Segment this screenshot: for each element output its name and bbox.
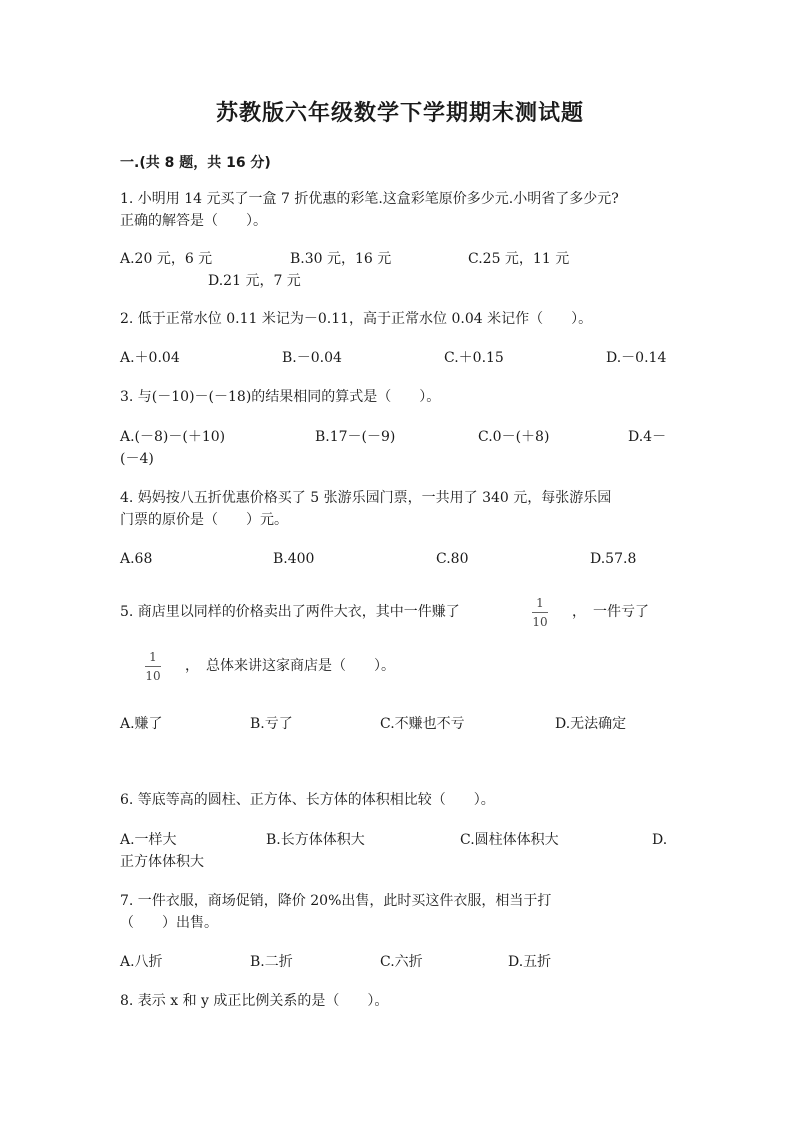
q7-option-b: B.二折 (250, 954, 293, 970)
question-4-text-cont: 门票的原价是（ ）元。 (120, 512, 288, 528)
q5-option-a: A.赚了 (120, 716, 163, 732)
q1-option-c: C.25 元，11 元 (468, 251, 570, 267)
question-3-text: 3. 与(－10)－(－18)的结果相同的算式是（ ）。 (120, 389, 441, 405)
q7-option-c: C.六折 (380, 954, 423, 970)
question-2-text: 2. 低于正常水位 0.11 米记为－0.11，高于正常水位 0.04 米记作（ ）。 (120, 311, 593, 327)
q3-option-b: B.17－(－9) (315, 429, 396, 445)
question-4-text: 4. 妈妈按八五折优惠价格买了 5 张游乐园门票，一共用了 340 元，每张游乐园 (120, 490, 612, 506)
q6-option-a: A.一样大 (120, 832, 177, 848)
q5-option-b: B.亏了 (250, 716, 293, 732)
fraction-numerator: 1 (149, 650, 157, 664)
q5-option-d: D.无法确定 (555, 716, 627, 732)
q3-option-d-cont: (－4) (120, 451, 154, 467)
question-5-text: 5. 商店里以同样的价格卖出了两件大衣，其中一件赚了 (120, 604, 460, 620)
question-5-text-mid: ， 一件亏了 (572, 604, 649, 620)
section-heading: 一.(共 8 题，共 16 分) (120, 155, 271, 171)
question-1-text: 1. 小明用 14 元买了一盒 7 折优惠的彩笔.这盒彩笔原价多少元.小明省了多少元? (120, 191, 619, 207)
q3-option-a: A.(－8)－(＋10) (120, 429, 226, 445)
q6-option-d-cont: 正方体体积大 (120, 854, 204, 870)
q2-option-c: C.＋0.15 (444, 350, 504, 366)
q1-option-b: B.30 元，16 元 (290, 251, 392, 267)
q3-option-d: D.4－ (628, 429, 667, 445)
page-title: 苏教版六年级数学下学期期末测试题 (215, 101, 584, 126)
q4-option-c: C.80 (436, 551, 469, 567)
q1-option-d: D.21 元，7 元 (208, 273, 301, 289)
fraction-denominator: 10 (145, 669, 161, 683)
q1-option-a: A.20 元，6 元 (120, 251, 213, 267)
question-1-text-cont: 正确的解答是（ ）。 (120, 213, 267, 229)
q4-option-b: B.400 (273, 551, 315, 567)
q3-option-c: C.0－(＋8) (478, 429, 550, 445)
q2-option-d: D.－0.14 (606, 350, 667, 366)
q5-option-c: C.不赚也不亏 (380, 716, 465, 732)
fraction-bar (532, 612, 548, 613)
fraction-one-tenth (532, 596, 548, 629)
fraction-bar (145, 666, 161, 667)
q2-option-b: B.－0.04 (282, 350, 342, 366)
question-7-text-cont: （ ）出售。 (120, 915, 218, 931)
q7-option-a: A.八折 (120, 954, 163, 970)
q6-option-b: B.长方体体积大 (266, 832, 365, 848)
q4-option-a: A.68 (120, 551, 153, 567)
question-7-text: 7. 一件衣服，商场促销，降价 20%出售，此时买这件衣服，相当于打 (120, 893, 552, 909)
q7-option-d: D.五折 (508, 954, 552, 970)
q2-option-a: A.＋0.04 (120, 350, 180, 366)
q6-option-d: D. (652, 832, 668, 848)
fraction-numerator: 1 (536, 596, 544, 610)
q4-option-d: D.57.8 (590, 551, 637, 567)
fraction-one-tenth (145, 650, 161, 683)
question-6-text: 6. 等底等高的圆柱、正方体、长方体的体积相比较（ ）。 (120, 792, 495, 808)
question-5-text-cont: ， 总体来讲这家商店是（ ）。 (185, 658, 395, 674)
q6-option-c: C.圆柱体体积大 (460, 832, 559, 848)
question-8-text: 8. 表示 x 和 y 成正比例关系的是（ ）。 (120, 993, 389, 1009)
fraction-denominator: 10 (532, 615, 548, 629)
